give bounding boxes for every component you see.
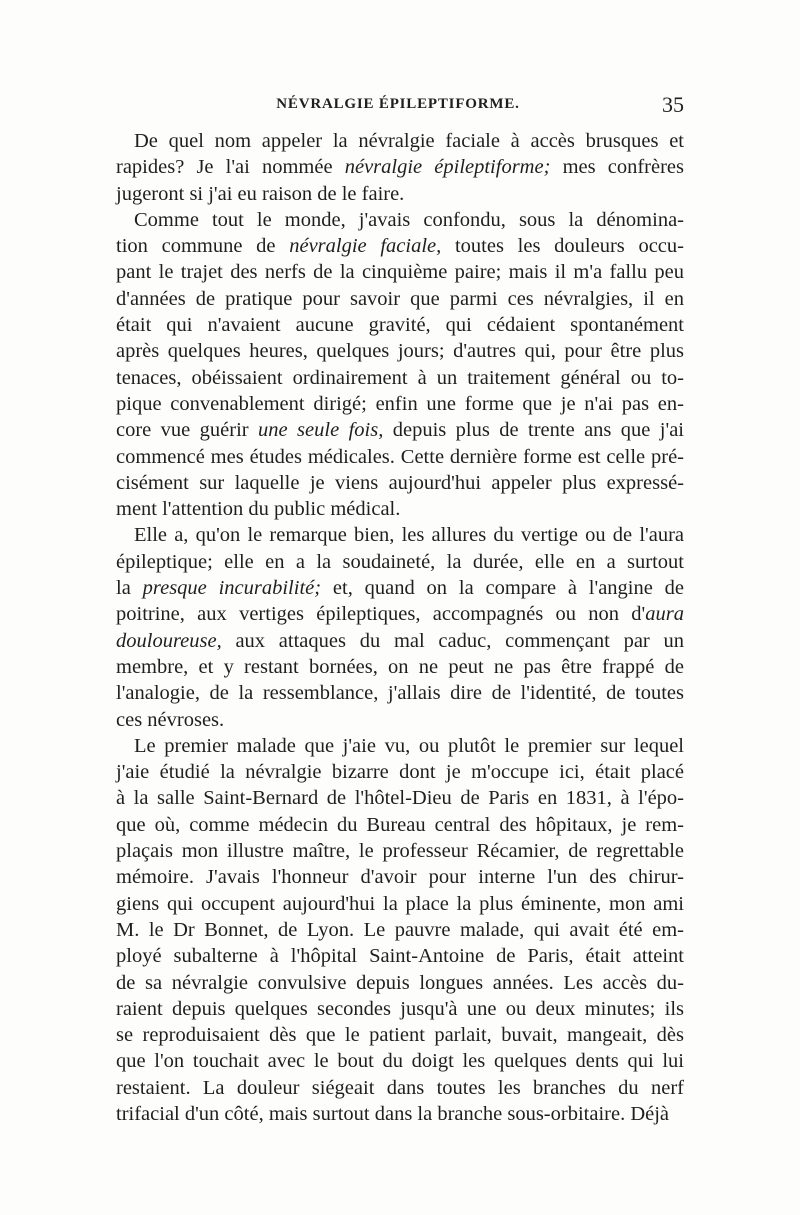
text-run: depuis plus de trente ans que j'ai: [383, 419, 684, 442]
text-run: plaçais mon illustre maître, le professeur Récamier, de regrettable: [116, 840, 684, 863]
text-run: après quelques heures, quelques jours; d'autres qui, pour être plus: [116, 340, 684, 363]
text-line: [116, 417, 684, 443]
text-line: [116, 312, 684, 338]
text-line: [116, 628, 684, 654]
text-line: [116, 549, 684, 575]
text-run: mes confrères: [550, 156, 684, 179]
text-run: et, quand on la compare à l'angine de: [321, 577, 685, 600]
paragraph: [116, 733, 684, 1127]
text-run: tion commune de: [116, 235, 290, 258]
text-run: membre, et y restant bornées, on ne peut ne pas être frappé de: [116, 655, 684, 678]
text-run: d'années de pratique pour savoir que parmi ces névralgies, il en: [116, 287, 684, 310]
text-line: [116, 1075, 684, 1101]
text-line: [116, 654, 684, 680]
text-line: [116, 154, 684, 180]
page-number: 35: [662, 92, 684, 117]
text-run: rapides? Je l'ai nommée: [116, 156, 345, 179]
text-line: [116, 891, 684, 917]
text-line: [116, 680, 684, 706]
text-line: [116, 338, 684, 364]
text-run: giens qui occupent aujourd'hui la place la plus éminente, mon ami: [116, 892, 684, 915]
text-line: [116, 917, 684, 943]
paragraph: [116, 207, 684, 523]
text-line: [116, 522, 684, 548]
italic-phrase: névralgie épileptiforme;: [344, 156, 551, 179]
text-run: De quel nom appeler la névralgie faciale à accès brusques et: [134, 130, 684, 152]
text-run: pant le trajet des nerfs de la cinquième paire; mais il m'a fallu peu: [116, 261, 684, 284]
text-run: poitrine, aux vertiges épileptiques, accompagnés ou non d': [116, 603, 646, 626]
text-run: raient depuis quelques secondes jusqu'à une ou deux minutes; ils: [116, 997, 684, 1020]
text-run: épileptique; elle en a la soudaineté, la durée, elle en a surtout: [116, 550, 684, 573]
text-line: [116, 365, 684, 391]
text-run: que où, comme médecin du Bureau central des hôpitaux, je rem-: [116, 813, 684, 836]
text-run: que l'on touchait avec le bout du doigt les quelques dents qui lui: [116, 1050, 684, 1073]
text-run: jugeront si j'ai eu raison de le faire.: [116, 182, 405, 205]
text-run: à la salle Saint-Bernard de l'hôtel-Dieu de Paris en 1831, à l'épo-: [116, 787, 684, 810]
text-run: l'analogie, de la ressemblance, j'allais dire de l'identité, de toutes: [116, 682, 684, 705]
text-run: la: [116, 577, 143, 600]
running-head: [112, 92, 684, 122]
text-line: [116, 575, 684, 601]
italic-phrase: douloureuse,: [116, 629, 222, 652]
text-line: [116, 444, 684, 470]
text-run: trifacial d'un côté, mais surtout dans la branche sous-orbitaire. Déjà: [116, 1102, 670, 1125]
text-run: Le premier malade que j'aie vu, ou plutôt le premier sur lequel: [134, 734, 684, 757]
text-line: [116, 496, 684, 522]
text-line: [116, 759, 684, 785]
italic-phrase: aura: [645, 603, 684, 626]
text-line: [116, 970, 684, 996]
text-line: [116, 812, 684, 838]
text-line: [116, 233, 684, 259]
text-run: commencé mes études médicales. Cette dernière forme est celle pré-: [116, 445, 684, 468]
text-line: [116, 207, 684, 233]
text-run: ces névroses.: [116, 708, 225, 731]
text-run: pique convenablement dirigé; enfin une forme que je n'ai pas en-: [116, 392, 684, 415]
text-run: ployé subalterne à l'hôpital Saint-Antoine de Paris, était atteint: [116, 945, 684, 968]
text-run: cisément sur laquelle je viens aujourd'hui appeler plus expressé-: [116, 471, 684, 494]
text-run: Comme tout le monde, j'avais confondu, sous la dénomina-: [134, 208, 684, 231]
text-line: [116, 1101, 684, 1127]
paragraph: [116, 522, 684, 732]
text-run: j'aie étudié la névralgie bizarre dont je m'occupe ici, était placé: [116, 761, 684, 784]
italic-phrase: une seule fois,: [258, 419, 384, 442]
text-line: [116, 259, 684, 285]
text-run: ment l'attention du public médical.: [116, 498, 401, 521]
text-line: [116, 838, 684, 864]
running-title: NÉVRALGIE ÉPILEPTIFORME.: [276, 96, 520, 112]
text-line: [116, 601, 684, 627]
text-run: tenaces, obéissaient ordinairement à un traitement général ou to-: [116, 366, 684, 389]
text-run: mémoire. J'avais l'honneur d'avoir pour interne l'un des chirur-: [116, 866, 684, 889]
text-run: de sa névralgie convulsive depuis longues années. Les accès du-: [116, 971, 684, 994]
text-run: était qui n'avaient aucune gravité, qui cédaient spontanément: [116, 314, 684, 337]
text-run: toutes les douleurs occu-: [441, 235, 684, 258]
text-line: [116, 733, 684, 759]
text-line: [116, 864, 684, 890]
text-line: [116, 470, 684, 496]
text-line: [116, 707, 684, 733]
paragraph: [116, 128, 684, 207]
italic-phrase: névralgie faciale,: [289, 235, 442, 258]
text-run: core vue guérir: [116, 419, 259, 442]
text-run: se reproduisaient dès que le patient parlait, buvait, mangeait, dès: [116, 1024, 684, 1047]
text-run: restaient. La douleur siégeait dans toutes les branches du nerf: [116, 1076, 684, 1099]
text-line: [116, 391, 684, 417]
text-line: [116, 785, 684, 811]
text-line: [116, 181, 684, 207]
italic-phrase: presque incurabilité;: [142, 577, 322, 600]
body-text: [116, 128, 684, 1127]
text-line: [116, 996, 684, 1022]
text-run: Elle a, qu'on le remarque bien, les allures du vertige ou de l'aura: [134, 524, 684, 547]
text-run: M. le Dr Bonnet, de Lyon. Le pauvre malade, qui avait été em-: [116, 918, 684, 941]
text-line: [116, 128, 684, 154]
text-line: [116, 943, 684, 969]
text-line: [116, 1022, 684, 1048]
text-line: [116, 1048, 684, 1074]
text-run: aux attaques du mal caduc, commençant par un: [221, 629, 684, 652]
text-line: [116, 286, 684, 312]
